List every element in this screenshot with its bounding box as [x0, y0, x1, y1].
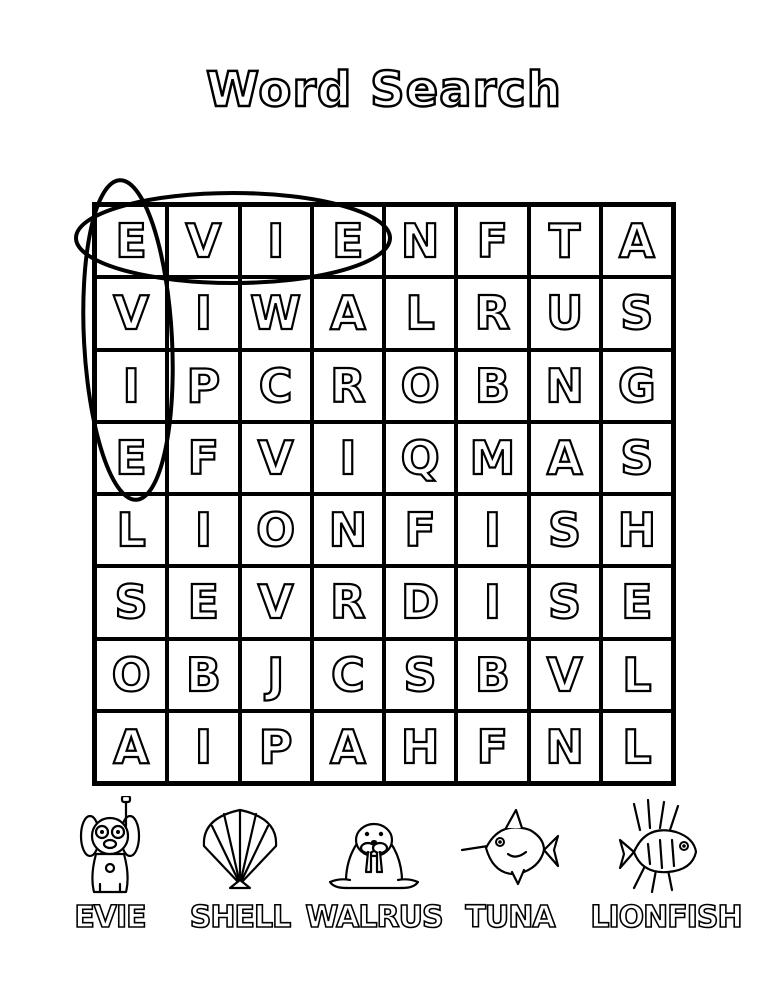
lionfish-icon — [616, 796, 716, 896]
grid-cell[interactable]: I — [456, 566, 528, 638]
grid-cell[interactable]: I — [167, 494, 239, 566]
word-bank-item-lionfish — [590, 788, 742, 958]
walrus-icon — [324, 796, 424, 896]
grid-cell[interactable]: A — [312, 711, 384, 783]
word-bank-label: TUNA — [465, 900, 555, 935]
grid-cell[interactable]: F — [384, 494, 456, 566]
grid-cell[interactable]: H — [601, 494, 673, 566]
grid-cell[interactable]: V — [529, 639, 601, 711]
grid-cell[interactable]: L — [384, 277, 456, 349]
seashell-icon — [190, 796, 290, 896]
grid-cell[interactable]: F — [456, 205, 528, 277]
grid-cell[interactable]: D — [384, 566, 456, 638]
grid-cell[interactable]: S — [95, 566, 167, 638]
grid-cell[interactable]: P — [167, 350, 239, 422]
word-bank-label: EVIE — [74, 900, 146, 935]
grid-cell[interactable]: I — [167, 277, 239, 349]
grid-cell[interactable]: N — [529, 711, 601, 783]
grid-cell[interactable]: F — [167, 422, 239, 494]
grid-cell[interactable]: I — [167, 711, 239, 783]
page-title: Word Search — [206, 62, 562, 118]
grid-cell[interactable]: S — [529, 494, 601, 566]
grid-cell[interactable]: P — [240, 711, 312, 783]
grid-cell[interactable]: R — [312, 566, 384, 638]
grid-cell[interactable]: U — [529, 277, 601, 349]
grid-cell[interactable]: A — [529, 422, 601, 494]
word-bank-label: LIONFISH — [590, 900, 742, 935]
grid-cell[interactable]: V — [240, 422, 312, 494]
grid-cell[interactable]: I — [312, 422, 384, 494]
grid-cell[interactable]: E — [601, 566, 673, 638]
grid-cell[interactable]: V — [240, 566, 312, 638]
word-bank — [40, 788, 742, 988]
grid-cell[interactable]: C — [240, 350, 312, 422]
grid-cell[interactable]: V — [167, 205, 239, 277]
grid-cell[interactable]: S — [601, 277, 673, 349]
grid-cell[interactable]: O — [384, 350, 456, 422]
grid-cell[interactable]: V — [95, 277, 167, 349]
grid-cell[interactable]: E — [95, 422, 167, 494]
grid-cell[interactable]: Q — [384, 422, 456, 494]
grid-cell[interactable]: L — [95, 494, 167, 566]
grid-cell[interactable]: A — [95, 711, 167, 783]
word-bank-label: SHELL — [189, 900, 291, 935]
grid-cell[interactable]: C — [312, 639, 384, 711]
grid-cell[interactable]: R — [456, 277, 528, 349]
grid-cell[interactable]: O — [240, 494, 312, 566]
grid-cell[interactable]: M — [456, 422, 528, 494]
grid-cell[interactable]: I — [240, 205, 312, 277]
word-bank-label: WALRUS — [305, 900, 443, 935]
grid-cell[interactable]: N — [312, 494, 384, 566]
grid-cell[interactable]: A — [312, 277, 384, 349]
grid-cell[interactable]: N — [529, 350, 601, 422]
grid-cell[interactable]: I — [95, 350, 167, 422]
grid-cell[interactable]: S — [601, 422, 673, 494]
puppy-snorkel-icon — [60, 796, 160, 896]
letter-grid — [92, 202, 676, 786]
grid-cell[interactable]: R — [312, 350, 384, 422]
grid-cell[interactable]: W — [240, 277, 312, 349]
grid-cell[interactable]: H — [384, 711, 456, 783]
grid-cell[interactable]: L — [601, 711, 673, 783]
grid-cell[interactable]: B — [456, 350, 528, 422]
grid-cell[interactable]: A — [601, 205, 673, 277]
grid-cell[interactable]: G — [601, 350, 673, 422]
grid-cell[interactable]: E — [95, 205, 167, 277]
grid-cell[interactable]: S — [529, 566, 601, 638]
word-bank-item-tuna — [440, 788, 580, 958]
tuna-fish-icon — [460, 796, 560, 896]
grid-cell[interactable]: L — [601, 639, 673, 711]
grid-cell[interactable]: E — [312, 205, 384, 277]
grid-cell[interactable]: F — [456, 711, 528, 783]
grid-cell[interactable]: N — [384, 205, 456, 277]
grid-cell[interactable]: J — [240, 639, 312, 711]
grid-cell[interactable]: B — [167, 639, 239, 711]
grid-cell[interactable]: B — [456, 639, 528, 711]
grid-cell[interactable]: T — [529, 205, 601, 277]
grid-cell[interactable]: O — [95, 639, 167, 711]
grid-cell[interactable]: S — [384, 639, 456, 711]
grid-cell[interactable]: E — [167, 566, 239, 638]
grid-cell[interactable]: I — [456, 494, 528, 566]
